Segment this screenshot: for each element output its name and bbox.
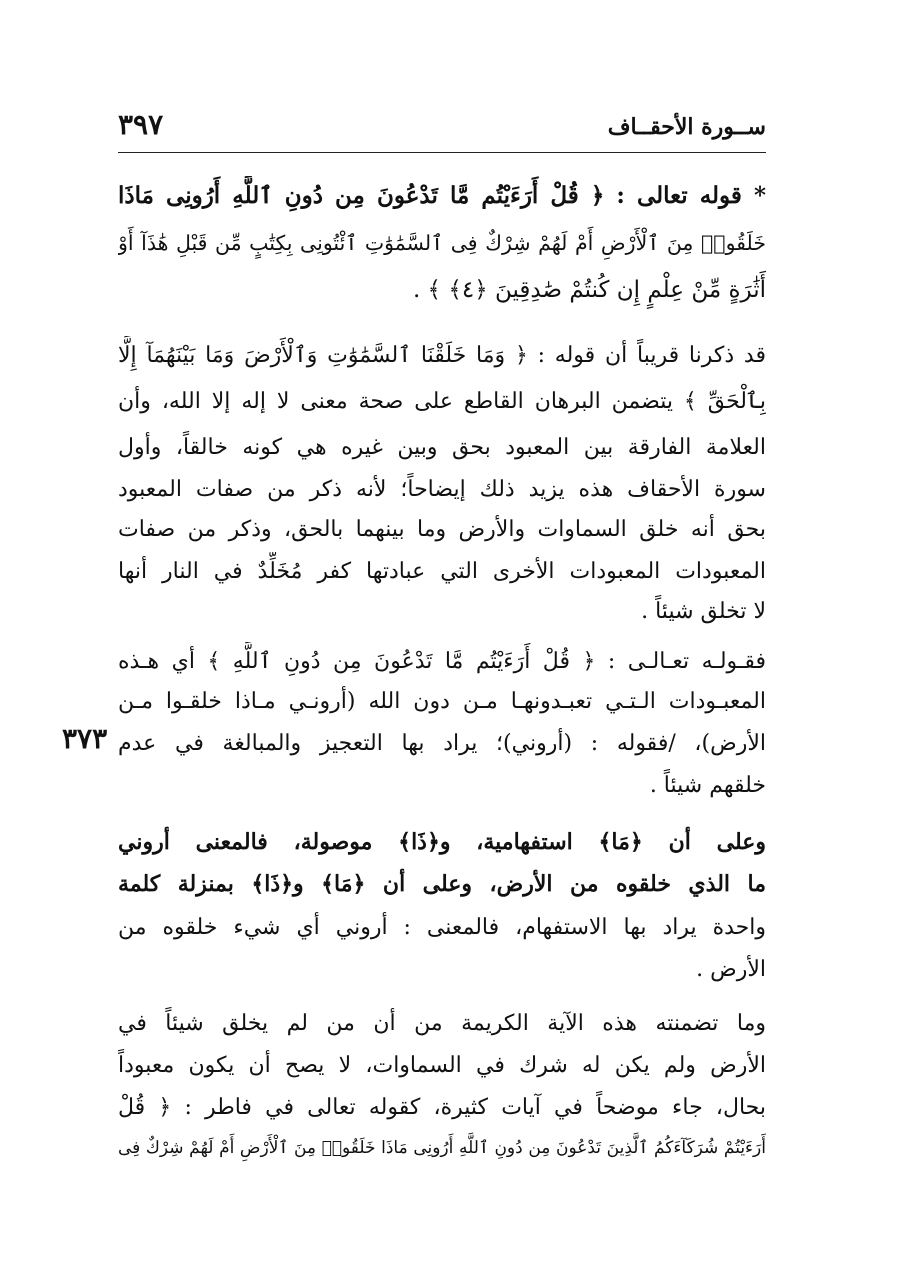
- text-line: وما تضمنته هذه الآية الكريمة من أن من لم يخلق شيئاً في: [118, 1011, 766, 1036]
- text-line: قد ذكرنا قريباً أن قوله : ﴿ وَمَا خَلَقْنَا ٱلسَّمَٰوَٰتِ وَٱلْأَرْضَ وَمَا بَيْنَهُمَآ إِلَّا: [118, 343, 766, 368]
- text-line: أَرَءَيْتُمْ شُرَكَآءَكُمُ ٱلَّذِينَ تَدْعُونَ مِن دُونِ ٱللَّهِ أَرُونِى مَاذَا خَلَقُوا۟ مِنَ ٱلْأَرْضِ أَمْ لَهُمْ شِرْكٌ فِى: [118, 1138, 766, 1158]
- page-header: [118, 108, 766, 148]
- text-line: المعبـودات الـتـي تعبـدونهـا مـن دون الله (أرونـي مـاذا خلقـوا مـن: [118, 689, 766, 714]
- text-line: الأرض)، /فقوله : (أروني)؛ يراد بها التعجيز والمبالغة في عدم: [118, 731, 766, 756]
- text-line: المعبودات المعبودات الأخرى التي عبادتها كفر مُخَلِّدٌ في النار أنها: [118, 559, 766, 584]
- text-line: * قوله تعالى : ﴿ قُلْ أَرَءَيْتُم مَّا تَدْعُونَ مِن دُونِ ٱللَّهِ أَرُونِى مَاذَا: [118, 182, 766, 209]
- running-title-surah: ســورة الأحقــاف: [607, 114, 766, 140]
- text-line: فقـولـه تعـالـى : ﴿ قُلْ أَرَءَيْتُم مَّا تَدْعُونَ مِن دُونِ ٱللَّهِ ﴾ أي هـذه: [118, 649, 766, 674]
- text-line: العلامة الفارقة بين المعبود بحق وبين غيره هي كونه خالقاً، وأول: [118, 435, 766, 460]
- text-line: بحال، جاء موضحاً في آيات كثيرة، كقوله تعالى في فاطر : ﴿ قُلْ: [118, 1095, 766, 1120]
- text-line: بِٱلْحَقِّ ﴾ يتضمن البرهان القاطع على صحة معنى لا إله إلا الله، وأن: [118, 389, 766, 414]
- text-line: سورة الأحقاف هذه يزيد ذلك إيضاحاً؛ لأنه ذكر من صفات المعبود: [118, 477, 766, 502]
- text-line: ما الذي خلقوه من الأرض، وعلى أن ﴿مَا﴾ و﴿ذَا﴾ بمنزلة كلمة: [118, 871, 766, 897]
- margin-page-reference: ٣٧٣: [62, 722, 108, 755]
- text-line: وعلى أن ﴿مَا﴾ استفهامية، و﴿ذَا﴾ موصولة، فالمعنى أروني: [118, 829, 766, 855]
- text-line: الأرض .: [696, 957, 766, 982]
- text-line: الأرض ولم يكن له شرك في السماوات، لا يصح أن يكون معبوداً: [118, 1053, 766, 1078]
- text-line: لا تخلق شيئاً .: [641, 599, 766, 624]
- text-line: خَلَقُوا۟ مِنَ ٱلْأَرْضِ أَمْ لَهُمْ شِرْكٌ فِى ٱلسَّمَٰوَٰتِ ٱئْتُونِى بِكِتَٰبٍ مِّن قَبْلِ هَٰذَآ أَوْ: [118, 231, 766, 255]
- text-line: بحق أنه خلق السماوات والأرض وما بينهما بالحق، وذكر من صفات: [118, 517, 766, 542]
- header-rule: [118, 152, 766, 153]
- text-line: واحدة يراد بها الاستفهام، فالمعنى : أروني أي شيء خلقوه من: [118, 915, 766, 940]
- page-number: ٣٩٧: [118, 108, 164, 141]
- text-line: خلقهم شيئاً .: [649, 773, 766, 798]
- text-line: أَثَٰرَةٍ مِّنْ عِلْمٍ إِن كُنتُمْ صَٰدِقِينَ ﴿٤﴾ ﴾ .: [412, 277, 766, 303]
